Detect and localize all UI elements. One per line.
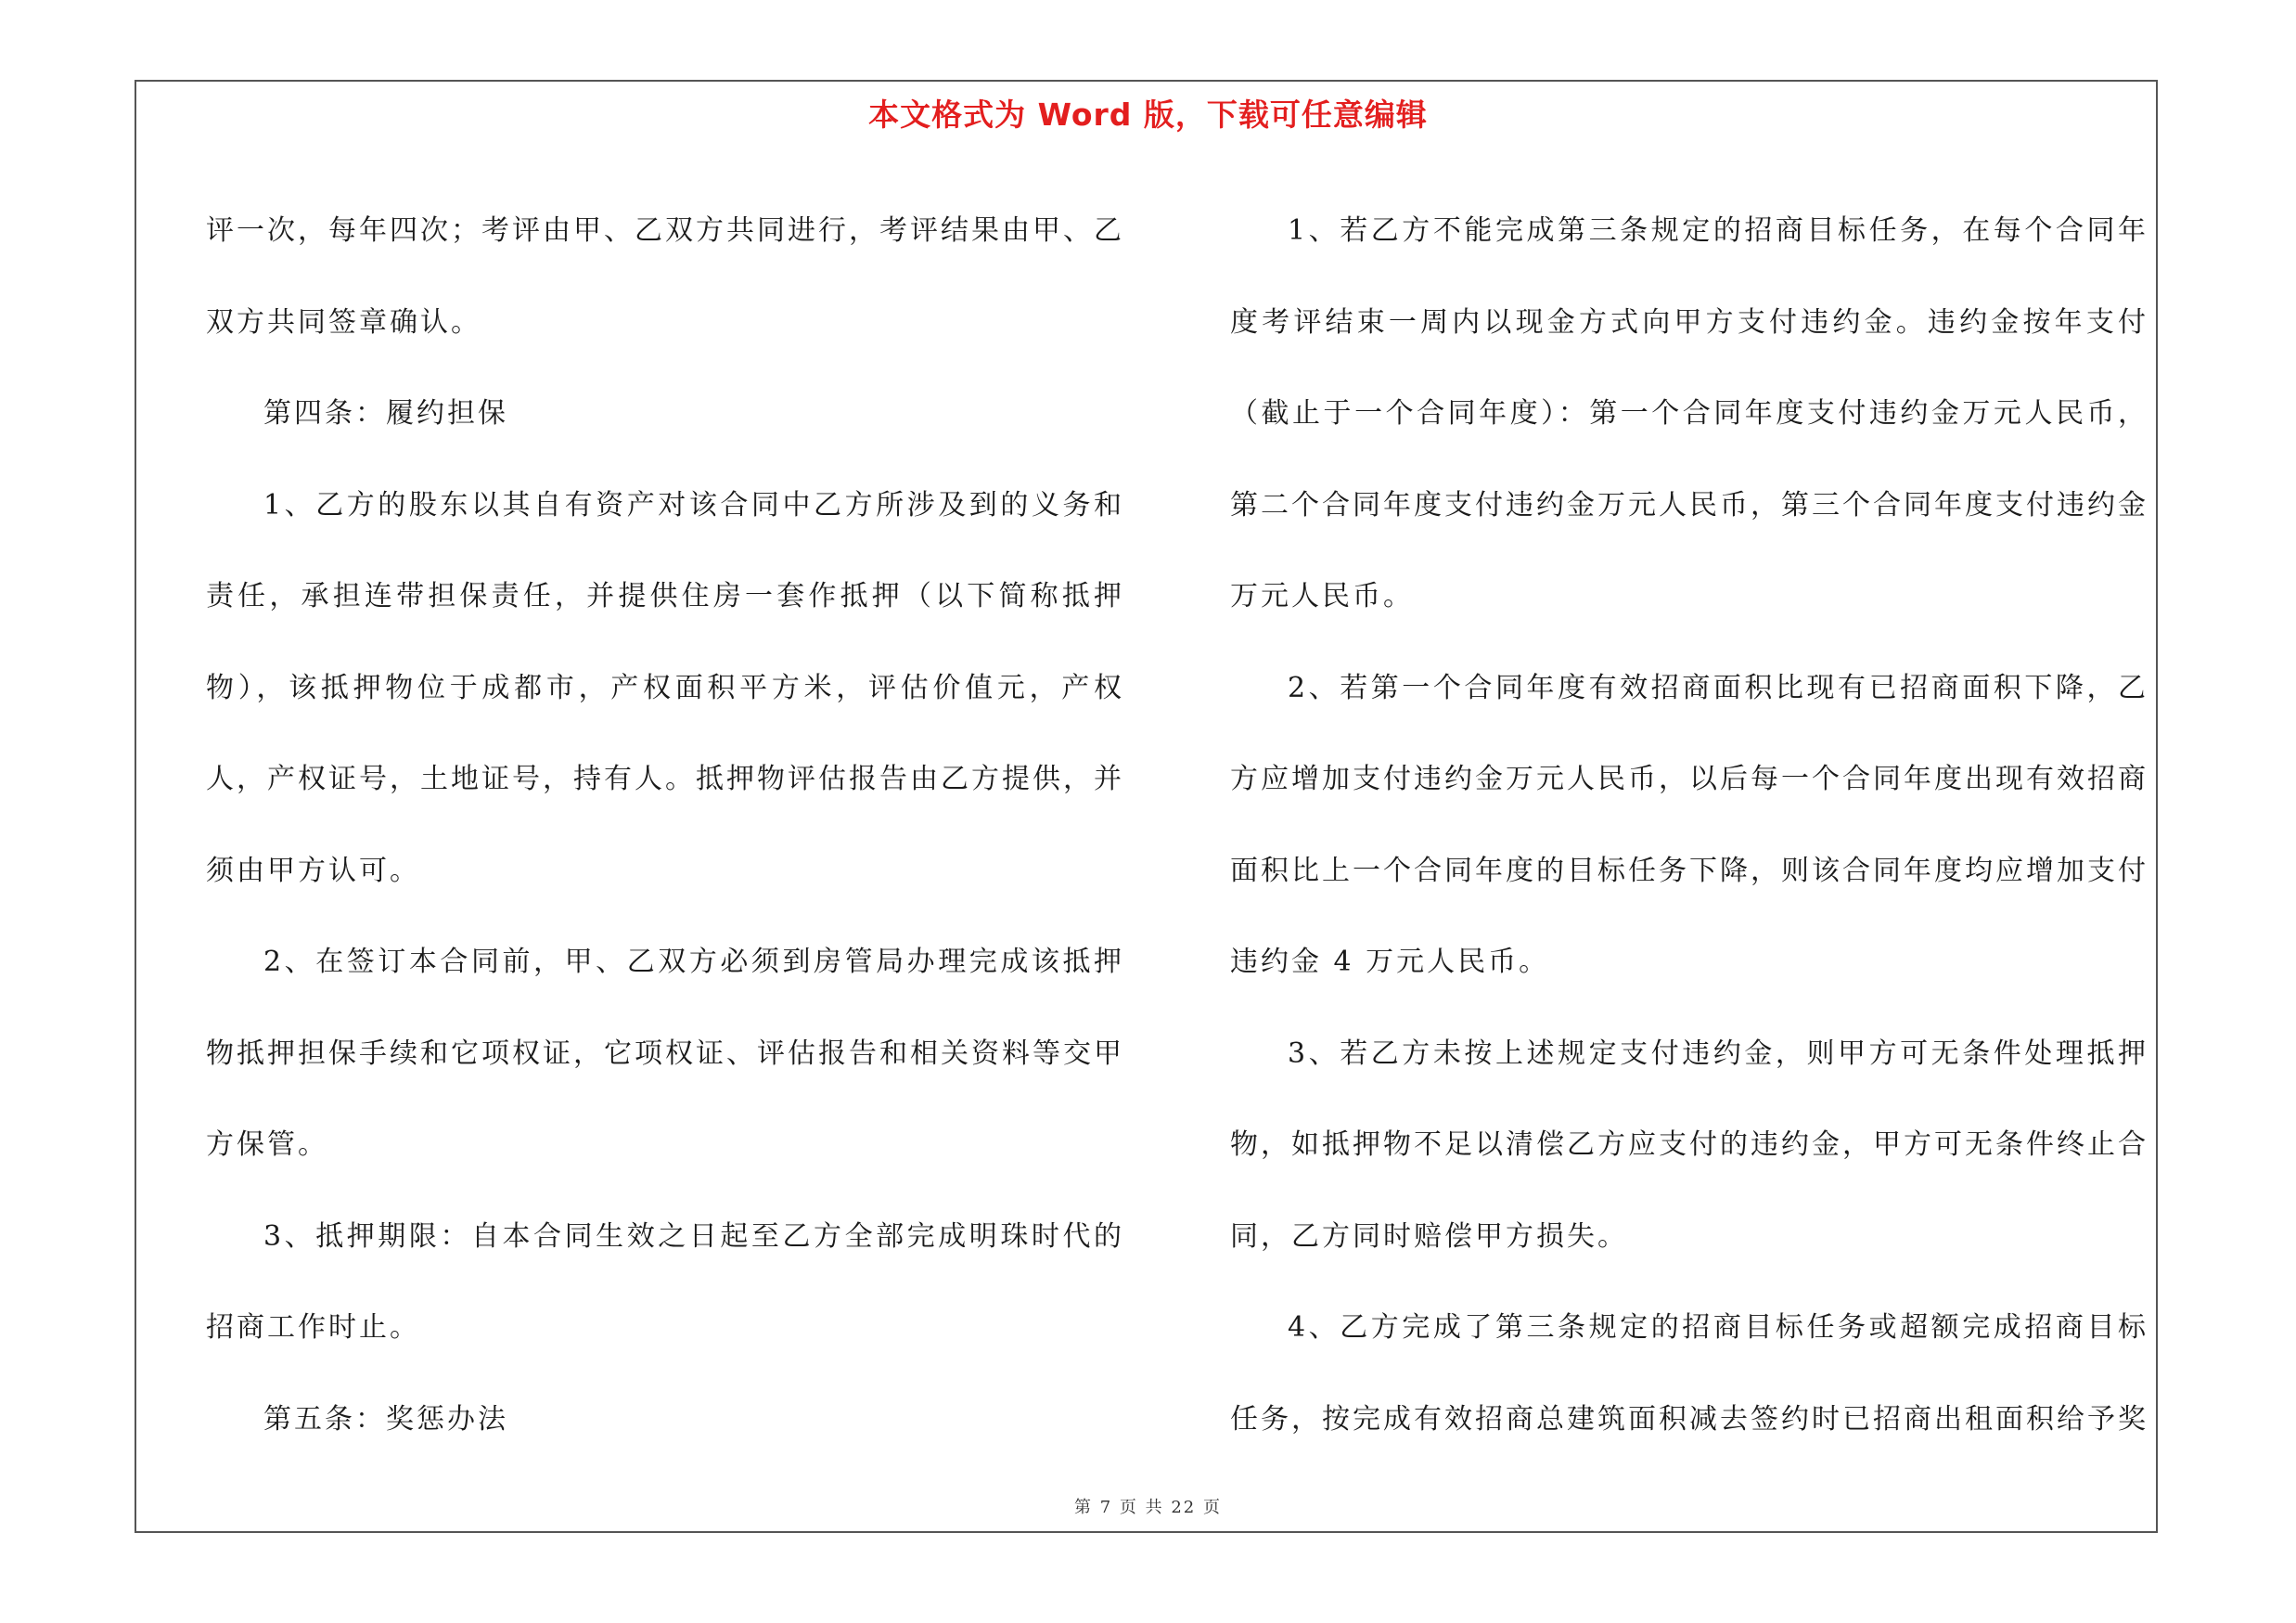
left-text-column xyxy=(206,186,1124,1465)
paragraph: 2、若第一个合同年度有效招商面积比现有已招商面积下降，乙方应增加支付违约金万元人民币，以后每一个合同年度出现有效招商面积比上一个合同年度的目标任务下降，则该合同年度均应增加支付违约金 4 万元人民币。 xyxy=(1230,671,2148,978)
section-heading-article-5: 第五条：奖惩办法 xyxy=(263,1402,508,1436)
paragraph: 3、若乙方未按上述规定支付违约金，则甲方可无条件处理抵押物，如抵押物不足以清偿乙方应支付的违约金，甲方可无条件终止合同，乙方同时赔偿甲方损失。 xyxy=(1230,1037,2148,1253)
paragraph: 2、在签订本合同前，甲、乙双方必须到房管局办理完成该抵押物抵押担保手续和它项权证，它项权证、评估报告和相关资料等交甲方保管。 xyxy=(206,946,1124,1161)
section-heading-article-4: 第四条：履约担保 xyxy=(263,397,508,430)
right-text-column xyxy=(1230,186,2148,1465)
paragraph: 1、若乙方不能完成第三条规定的招商目标任务，在每个合同年度考评结束一周内以现金方式向甲方支付违约金。违约金按年支付（截止于一个合同年度）：第一个合同年度支付违约金万元人民币，第二个合同年度支付违约金万元人民币，第三个合同年度支付违约金万元人民币。 xyxy=(1230,214,2148,612)
editable-notice-banner: 本文格式为 Word 版，下载可任意编辑 xyxy=(868,97,1428,133)
paragraph: 1、乙方的股东以其自有资产对该合同中乙方所涉及到的义务和责任，承担连带担保责任，并提供住房一套作抵押（以下简称抵押物），该抵押物位于成都市，产权面积平方米，评估价值元，产权人，产权证号，土地证号，持有人。抵押物评估报告由乙方提供，并须由甲方认可。 xyxy=(206,488,1124,887)
paragraph: 评一次，每年四次；考评由甲、乙双方共同进行，考评结果由甲、乙双方共同签章确认。 xyxy=(206,214,1124,339)
paragraph: 3、抵押期限：自本合同生效之日起至乙方全部完成明珠时代的招商工作时止。 xyxy=(206,1219,1124,1344)
page-number-footer: 第 7 页 共 22 页 xyxy=(1074,1498,1222,1517)
paragraph: 4、乙方完成了第三条规定的招商目标任务或超额完成招商目标任务，按完成有效招商总建筑面积减去签约时已招商出租面积给予奖 xyxy=(1230,1311,2148,1436)
